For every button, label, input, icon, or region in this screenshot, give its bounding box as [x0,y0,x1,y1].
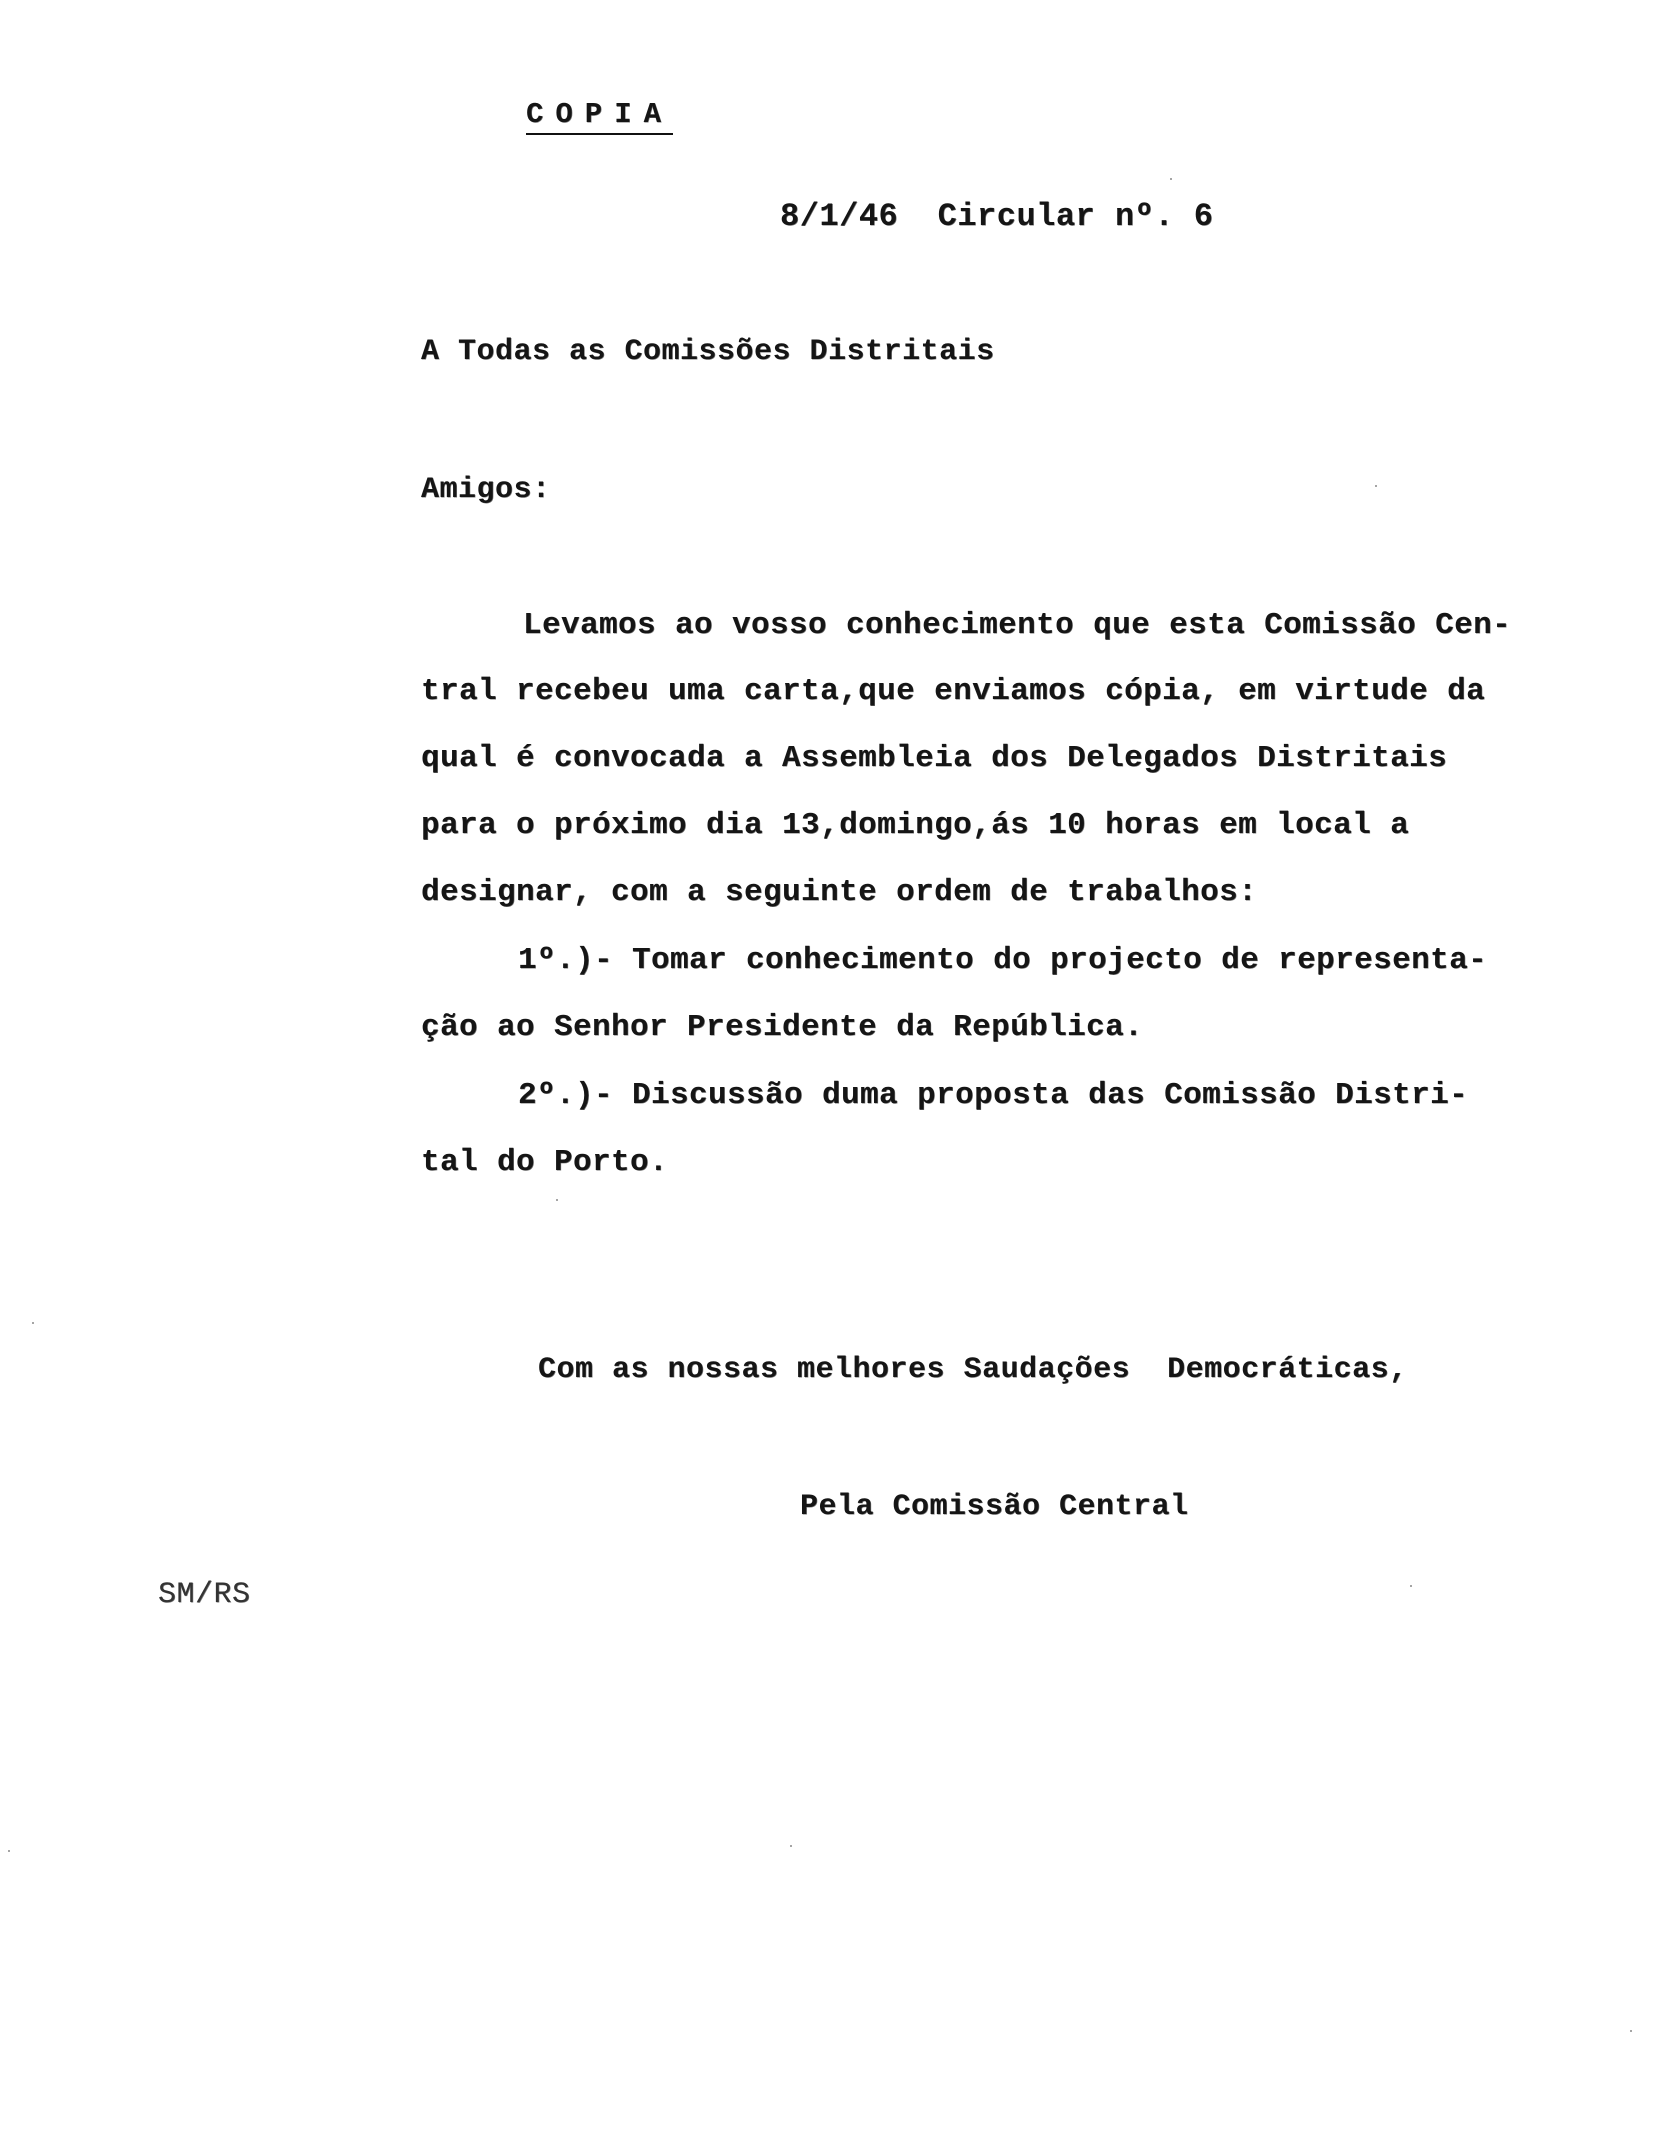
paper-speck [1410,1585,1412,1587]
closing-line: Com as nossas melhores Saudações Democráticas, [538,1353,1408,1387]
salutation: Amigos: [421,473,551,507]
body-line: ção ao Senhor Presidente da República. [421,1010,1144,1045]
body-line: qual é convocada a Assembleia dos Delegados Distritais [421,741,1448,776]
addressee-line: A Todas as Comissões Distritais [421,335,995,369]
body-line: para o próximo dia 13,domingo,ás 10 horas em local a [421,808,1410,843]
signature-line: Pela Comissão Central [800,1490,1189,1524]
document-heading: COPIA [526,100,673,135]
paper-speck [1375,485,1377,487]
agenda-item-1: 1º.)- Tomar conhecimento do projecto de representa- [518,943,1488,978]
paper-speck [1170,178,1172,180]
paper-speck [556,1199,558,1201]
circular-dateline: 8/1/46 Circular nº. 6 [780,198,1214,235]
paper-speck [1630,2030,1632,2032]
body-line: designar, com a seguinte ordem de trabalhos: [421,875,1258,910]
typist-initials: SM/RS [158,1578,251,1612]
paper-speck [8,1850,10,1852]
body-line: Levamos ao vosso conhecimento que esta Comissão Cen- [523,608,1512,643]
agenda-item-2: 2º.)- Discussão duma proposta das Comissão Distri- [518,1078,1469,1113]
paper-speck [32,1322,34,1324]
paper-speck [790,1845,792,1847]
body-line: tal do Porto. [421,1145,669,1180]
body-line: tral recebeu uma carta,que enviamos cópia, em virtude da [421,674,1486,709]
